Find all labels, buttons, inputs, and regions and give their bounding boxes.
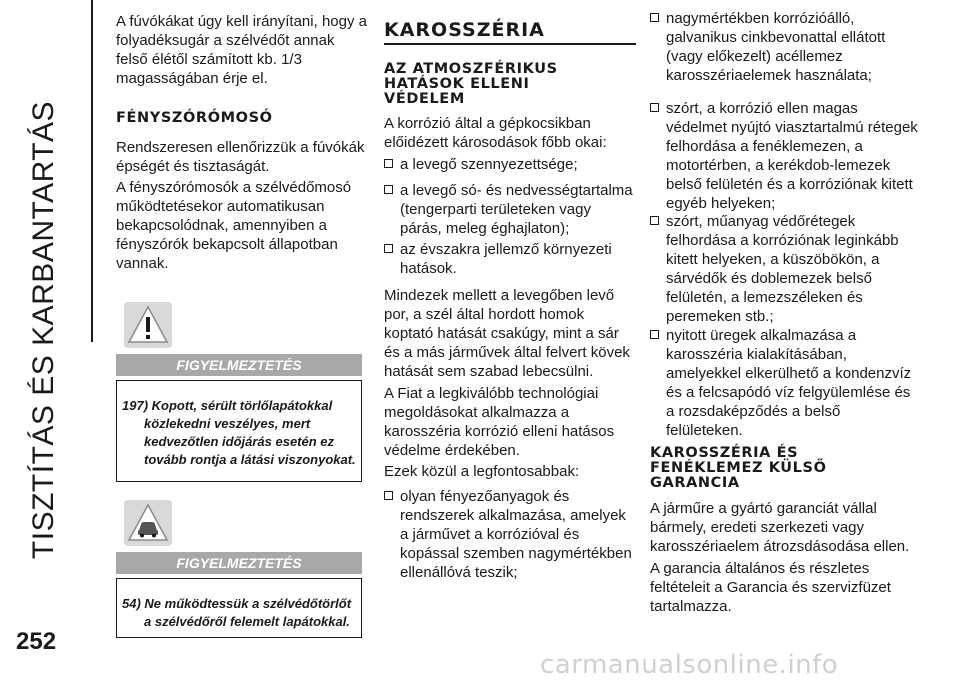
warning-number: 54) <box>122 596 141 611</box>
page-number: 252 <box>16 628 57 655</box>
warning-title-bar: FIGYELMEZTETÉS <box>116 552 362 574</box>
heading-headlight-washer: FÉNYSZÓRÓMOSÓ <box>116 110 273 126</box>
list-item: szórt, a korrózió ellen magas védelmet nyújtó viasztartalmú rétegek felhordása a fenéklemezen, a motortérben, a kerékdob-lemezek belső felületén és a korróziónak kitett egyéb helyeken; <box>650 99 920 213</box>
paragraph-warranty-conditions: A garancia általános és részletes feltételeit a Garancia és szervizfüzet tartalmazza. <box>650 560 891 615</box>
heading-underline <box>384 43 636 45</box>
checkbox-bullet-icon <box>384 244 393 253</box>
heading-warranty: KAROSSZÉRIA ÉS FENÉKLEMEZ KÜLSŐ GARANCIA <box>650 445 827 491</box>
heading-atmospheric-protection: AZ ATMOSZFÉRIKUS HATÁSOK ELLENI VÉDELEM <box>384 61 558 107</box>
list-item: a levegő szennyezettsége; <box>384 155 636 174</box>
paragraph-corrosion-causes: A korrózió által a gépkocsikban előidézett károsodások főbb okai: <box>384 115 607 151</box>
checkbox-bullet-icon <box>650 13 659 22</box>
paragraph-dust-sand: Mindezek mellett a levegőben levő por, a szél által hordott homok koptató hatását csakúgy, mint a sár és a más járművek által felvert kövek hatását sem szabad lebecsülni. <box>384 287 630 380</box>
list-item: olyan fényezőanyagok és rendszerek alkalmazása, amelyek a járművet a korrózióval és kopással szemben nagymértékben ellenállóvá teszik; <box>384 487 636 582</box>
warning-text-2 <box>122 595 360 631</box>
warning-text-1 <box>122 397 360 469</box>
car-on-road-icon <box>124 500 172 546</box>
exclamation-triangle-icon <box>124 302 172 348</box>
heading-bodywork: KAROSSZÉRIA <box>384 19 545 41</box>
checkbox-bullet-icon <box>650 103 659 112</box>
paragraph-warranty: A járműre a gyártó garanciát vállal bármely, eredeti szerkezeti vagy karosszériaelem átrozsdásodása ellen. <box>650 500 910 555</box>
paragraph-check-nozzles: Rendszeresen ellenőrizzük a fúvókák épségét és tisztaságát. <box>116 139 365 175</box>
list-item: az évszakra jellemző környezeti hatások. <box>384 240 636 278</box>
paragraph-most-important: Ezek közül a legfontosabbak: <box>384 463 580 480</box>
watermark: carmanualsonline.info <box>540 650 839 680</box>
warning-text-line: Ne működtessük a szélvédőtörlőt <box>144 596 352 611</box>
checkbox-bullet-icon <box>384 159 393 168</box>
checkbox-bullet-icon <box>384 491 393 500</box>
list-item: a levegő só- és nedvességtartalma (tengerparti területeken vagy párás, meleg éghajlaton); <box>384 181 636 238</box>
list-item: szórt, műanyag védőrétegek felhordása a korróziónak leginkább kitett helyeken, a küszöbökön, a sárvédők és doblemezek belső felületén, a lemezszéleken és peremeken stb.; <box>650 212 920 326</box>
sidebar <box>0 0 102 686</box>
warning-title-bar: FIGYELMEZTETÉS <box>116 354 362 376</box>
list-item: nyitott üregek alkalmazása a karosszéria kialakításában, amelyekkel elkerülhető a kondenzvíz és a felcsapódó víz felgyülemlése és a rozsdaképződés a belső felületeken. <box>650 326 920 440</box>
list-item: nagymértékben korrózióálló, galvanikus cinkbevonattal ellátott (vagy előkezelt) acéllemez karosszériaelemek használata; <box>650 9 920 85</box>
checkbox-bullet-icon <box>650 216 659 225</box>
intro-paragraph: A fúvókákat úgy kell irányítani, hogy a folyadéksugár a szélvédőt annak felső élétől számított kb. 1/3 magasságában érje el. <box>116 13 367 87</box>
checkbox-bullet-icon <box>384 185 393 194</box>
sidebar-divider <box>91 0 93 342</box>
section-title: TISZTÍTÁS ÉS KARBANTARTÁS <box>27 100 60 560</box>
paragraph-headlight-washers: A fényszórómosók a szélvédőmosó működtetésekor automatikusan bekapcsolódnak, amennyiben a fényszórók bekapcsolt állapotban vannak. <box>116 179 352 272</box>
warning-text-line: Kopott, sérült törlőlapátokkal <box>151 398 333 413</box>
checkbox-bullet-icon <box>650 330 659 339</box>
warning-number: 197) <box>122 398 149 413</box>
paragraph-fiat-technology: A Fiat a legkiválóbb technológiai megoldásokat alkalmazza a karosszéria korrózió elleni hatásos védelme érdekében. <box>384 385 615 459</box>
warning-text-rest: a szélvédőről felemelt lapátokkal. <box>144 614 350 629</box>
warning-text-rest: közlekedni veszélyes, mert kedvezőtlen időjárás esetén ez tovább rontja a látási viszonyokat. <box>144 416 356 467</box>
